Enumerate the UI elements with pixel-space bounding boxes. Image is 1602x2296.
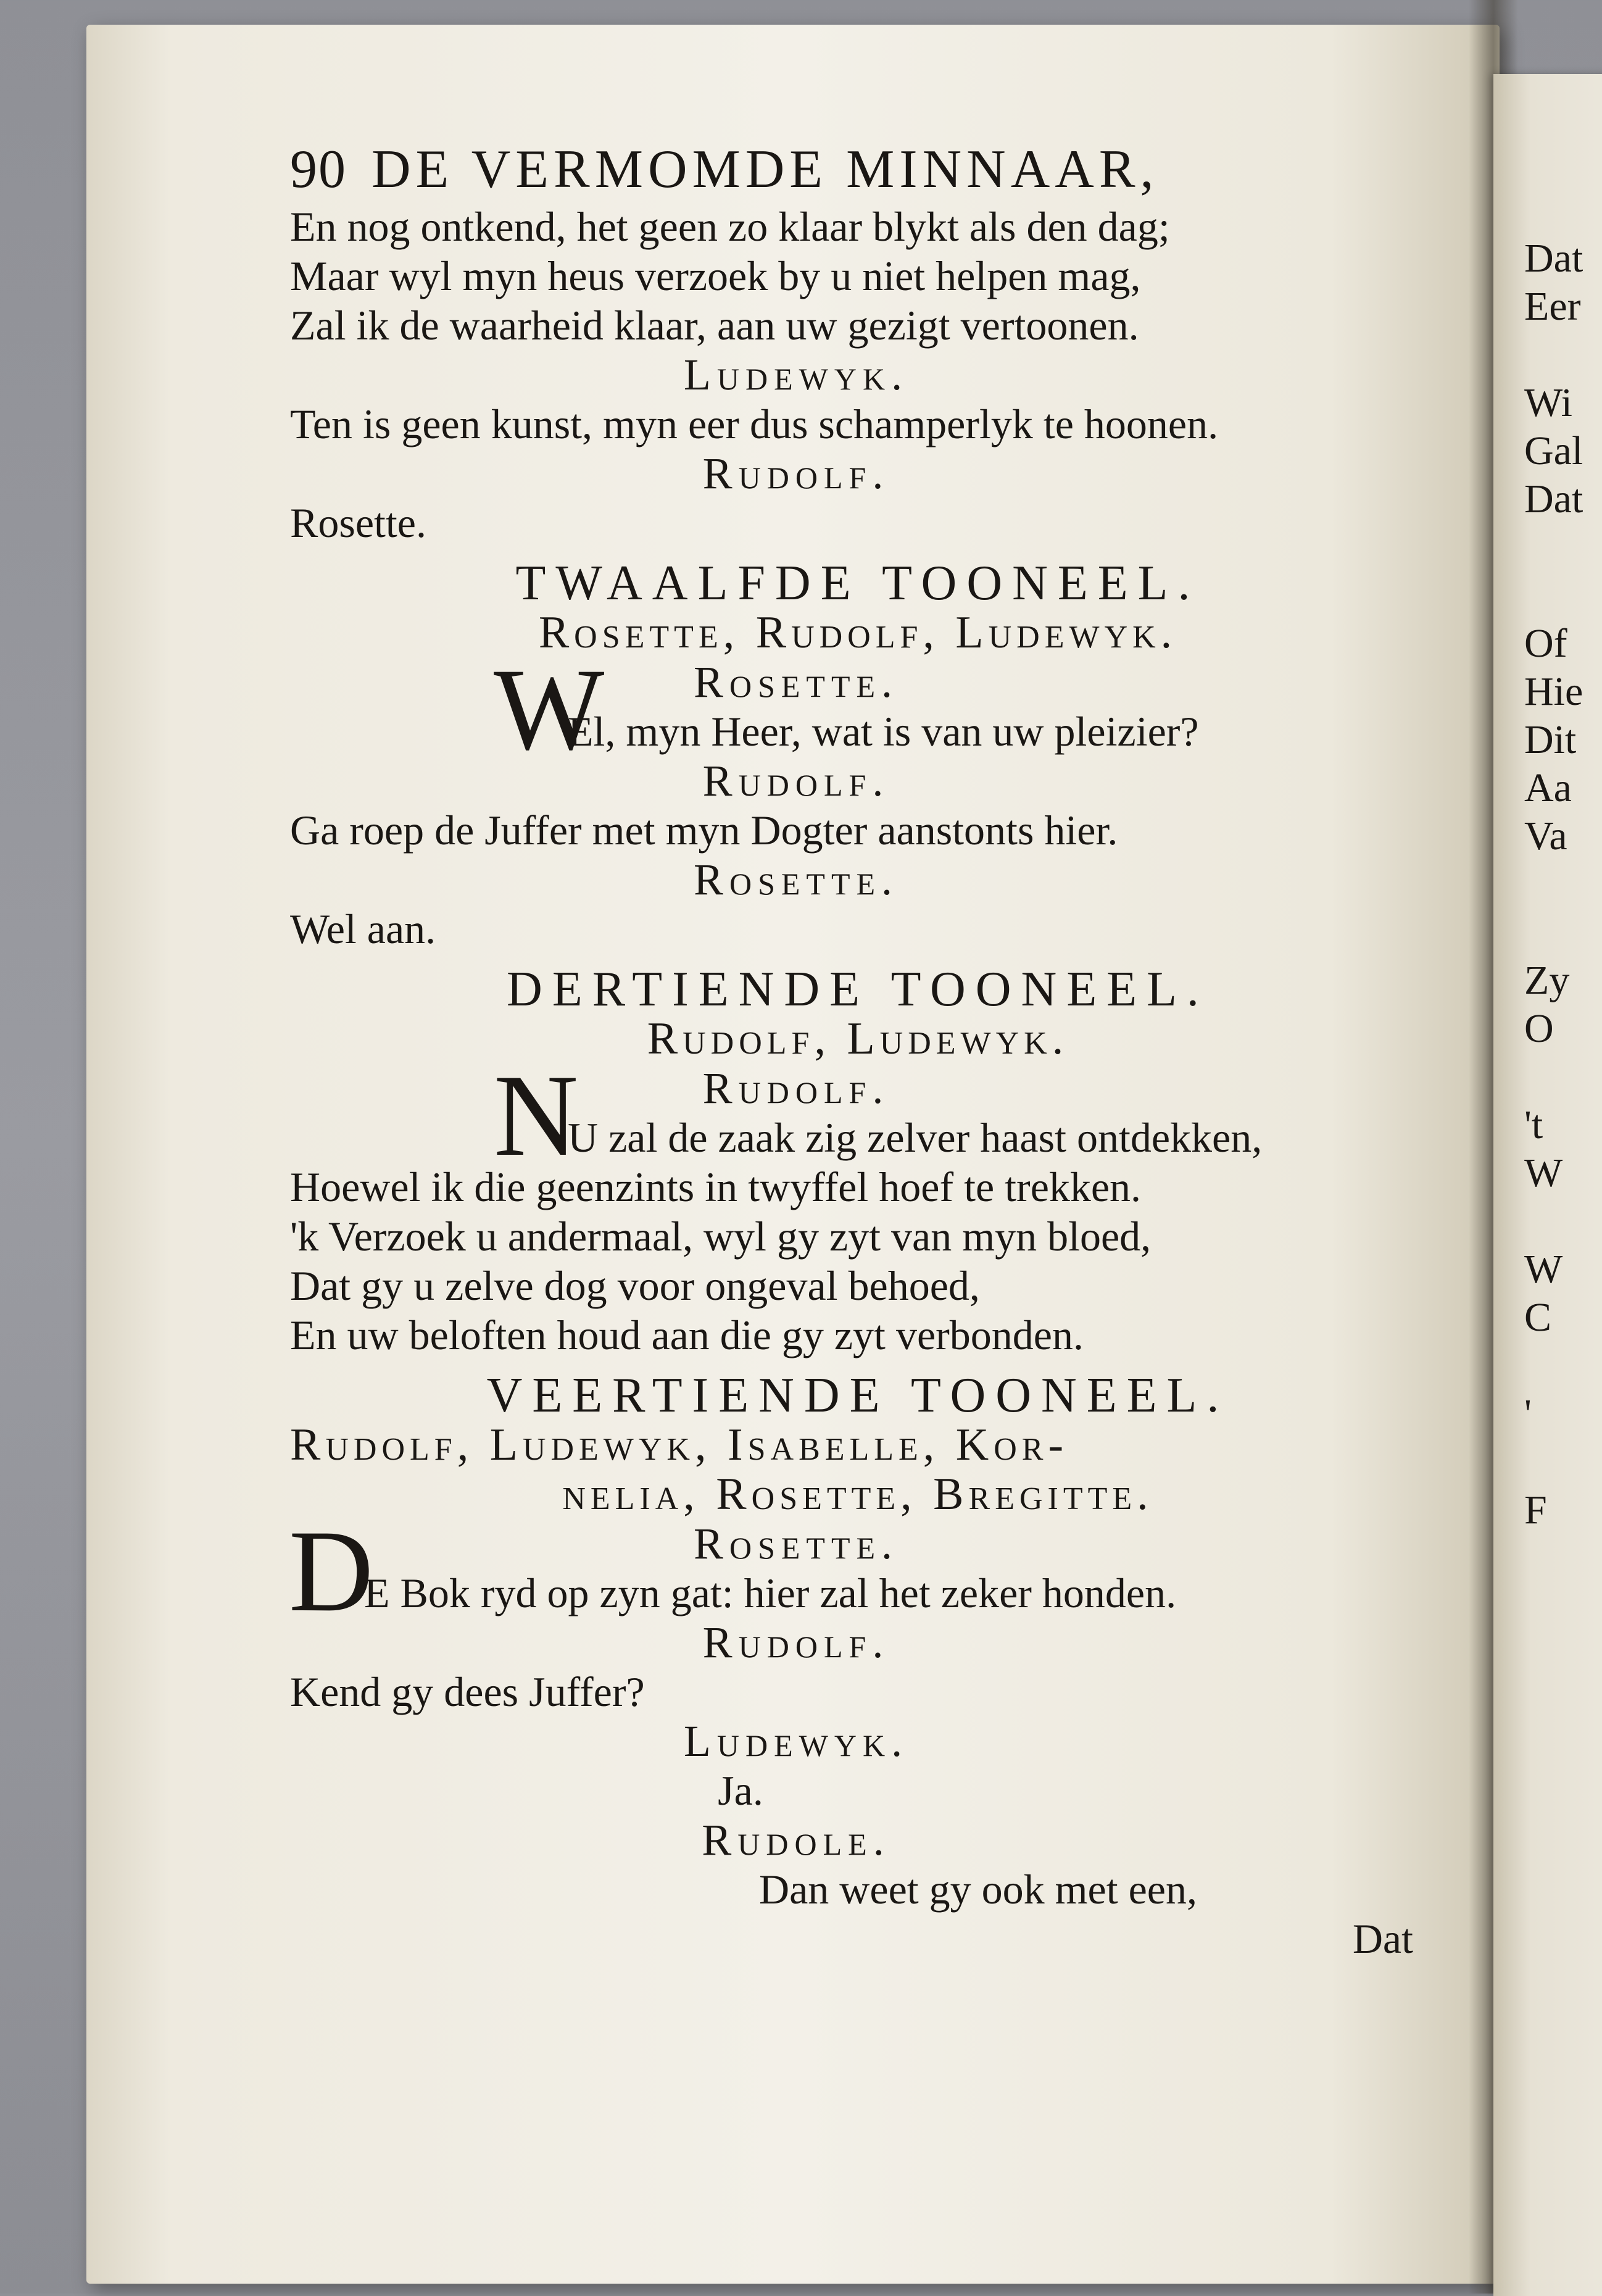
running-header xyxy=(290,139,1426,199)
right-line: Of xyxy=(1524,621,1567,666)
scene-cast: Rosette, Rudolf, Ludewyk. xyxy=(538,607,1177,658)
verse-line: Zal ik de waarheid klaar, aan uw gezigt vertoonen. xyxy=(290,302,1139,349)
right-line: ' xyxy=(1524,1391,1532,1436)
catchword: Dat xyxy=(1352,1915,1413,1962)
scene-cast: Rudolf, Ludewyk. xyxy=(647,1013,1069,1064)
verse-line: Ga roep de Juffer met myn Dogter aanstonts hier. xyxy=(290,807,1118,854)
right-line: Wi xyxy=(1524,380,1572,425)
scene-cast: nelia, Rosette, Bregitte. xyxy=(562,1469,1153,1520)
verse-line: Ja. xyxy=(718,1767,763,1814)
verse-line: Dat gy u zelve dog voor ongeval behoed, xyxy=(290,1262,980,1309)
page-number: 90 xyxy=(290,139,347,199)
right-line xyxy=(1524,523,1602,572)
right-line: W xyxy=(1524,1150,1563,1196)
drop-cap-block xyxy=(289,1507,1426,1636)
right-line xyxy=(1524,572,1602,620)
drop-cap: W xyxy=(494,645,605,775)
right-line: Aa xyxy=(1524,765,1572,810)
verse-line: Ten is geen kunst, myn eer dus schamperlyk te hoonen. xyxy=(290,401,1219,447)
speaker-name: Rosette. xyxy=(693,855,899,904)
right-line xyxy=(1524,1197,1602,1246)
drop-cap-block xyxy=(290,645,1426,775)
verse-line: Hoewel ik die geenzints in twyffel hoef te trekken. xyxy=(290,1163,1142,1210)
page-text xyxy=(289,139,1426,1963)
scene-heading: DERTIENDE TOONEEL. xyxy=(507,962,1209,1017)
speaker-name: Ludewyk. xyxy=(683,350,909,399)
speaker-name: Rudolf. xyxy=(702,756,890,805)
speaker-name: Rudolf. xyxy=(702,1063,890,1113)
speaker-name: Rudolf. xyxy=(702,449,890,498)
right-line: O xyxy=(1524,1006,1554,1051)
verse-line: Rosette. xyxy=(290,499,426,546)
verse-line: Kend gy dees Juffer? xyxy=(290,1668,645,1715)
speaker-name: Rosette. xyxy=(693,657,899,707)
right-line: Zy xyxy=(1524,958,1570,1003)
scene-heading: VEERTIENDE TOONEEL. xyxy=(486,1368,1229,1423)
verse-line: 'k Verzoek u andermaal, wyl gy zyt van myn bloed, xyxy=(290,1213,1152,1260)
right-line xyxy=(1524,1053,1602,1101)
verse-line: U zal de zaak zig zelver haast ontdekken, xyxy=(568,1114,1263,1161)
verse-line: Wel aan. xyxy=(290,905,436,952)
verse-line: El, myn Heer, wat is van uw pleizier? xyxy=(568,708,1199,755)
right-line: Eer xyxy=(1524,284,1581,329)
right-line: Dit xyxy=(1524,717,1577,762)
verse-line: E Bok ryd op zyn gat: hier zal het zeker honden. xyxy=(364,1570,1177,1616)
right-line: C xyxy=(1524,1295,1552,1340)
scene-heading: TWAALFDE TOONEEL. xyxy=(515,556,1200,610)
verse-line: Maar wyl myn heus verzoek by u niet helpen mag, xyxy=(290,252,1141,299)
right-line: Gal xyxy=(1524,428,1583,473)
right-line xyxy=(1524,331,1602,379)
scene-cast: Rudolf, Ludewyk, Isabelle, Kor- xyxy=(290,1420,1069,1470)
right-line xyxy=(1524,860,1602,909)
right-line: Dat xyxy=(1524,476,1583,522)
right-line: Va xyxy=(1524,813,1567,859)
speaker-name: Rudole. xyxy=(702,1815,890,1865)
right-line: 't xyxy=(1524,1102,1543,1147)
verse-line: En uw beloften houd aan die gy zyt verbonden. xyxy=(290,1312,1084,1358)
verse-line: En nog ontkend, het geen zo klaar blykt als den dag; xyxy=(290,203,1170,250)
speaker-name: Rudolf. xyxy=(702,1618,890,1667)
drop-cap: D xyxy=(289,1507,374,1636)
speaker-name: Rosette. xyxy=(693,1519,899,1568)
right-line: F xyxy=(1524,1487,1547,1533)
running-title: DE VERMOMDE MINNAAR, xyxy=(371,139,1159,199)
right-line: Hie xyxy=(1524,669,1583,714)
drop-cap: N xyxy=(494,1051,579,1181)
right-line xyxy=(1524,1342,1602,1390)
drop-cap-block xyxy=(290,1051,1426,1181)
verse-line: Dan weet gy ook met een, xyxy=(759,1866,1197,1913)
right-line: W xyxy=(1524,1247,1563,1292)
right-line xyxy=(1524,1438,1602,1486)
speaker-name: Ludewyk. xyxy=(683,1716,909,1766)
right-line: Dat xyxy=(1524,236,1583,281)
right-line xyxy=(1524,909,1602,957)
right-page-fragments xyxy=(1524,235,1602,1534)
